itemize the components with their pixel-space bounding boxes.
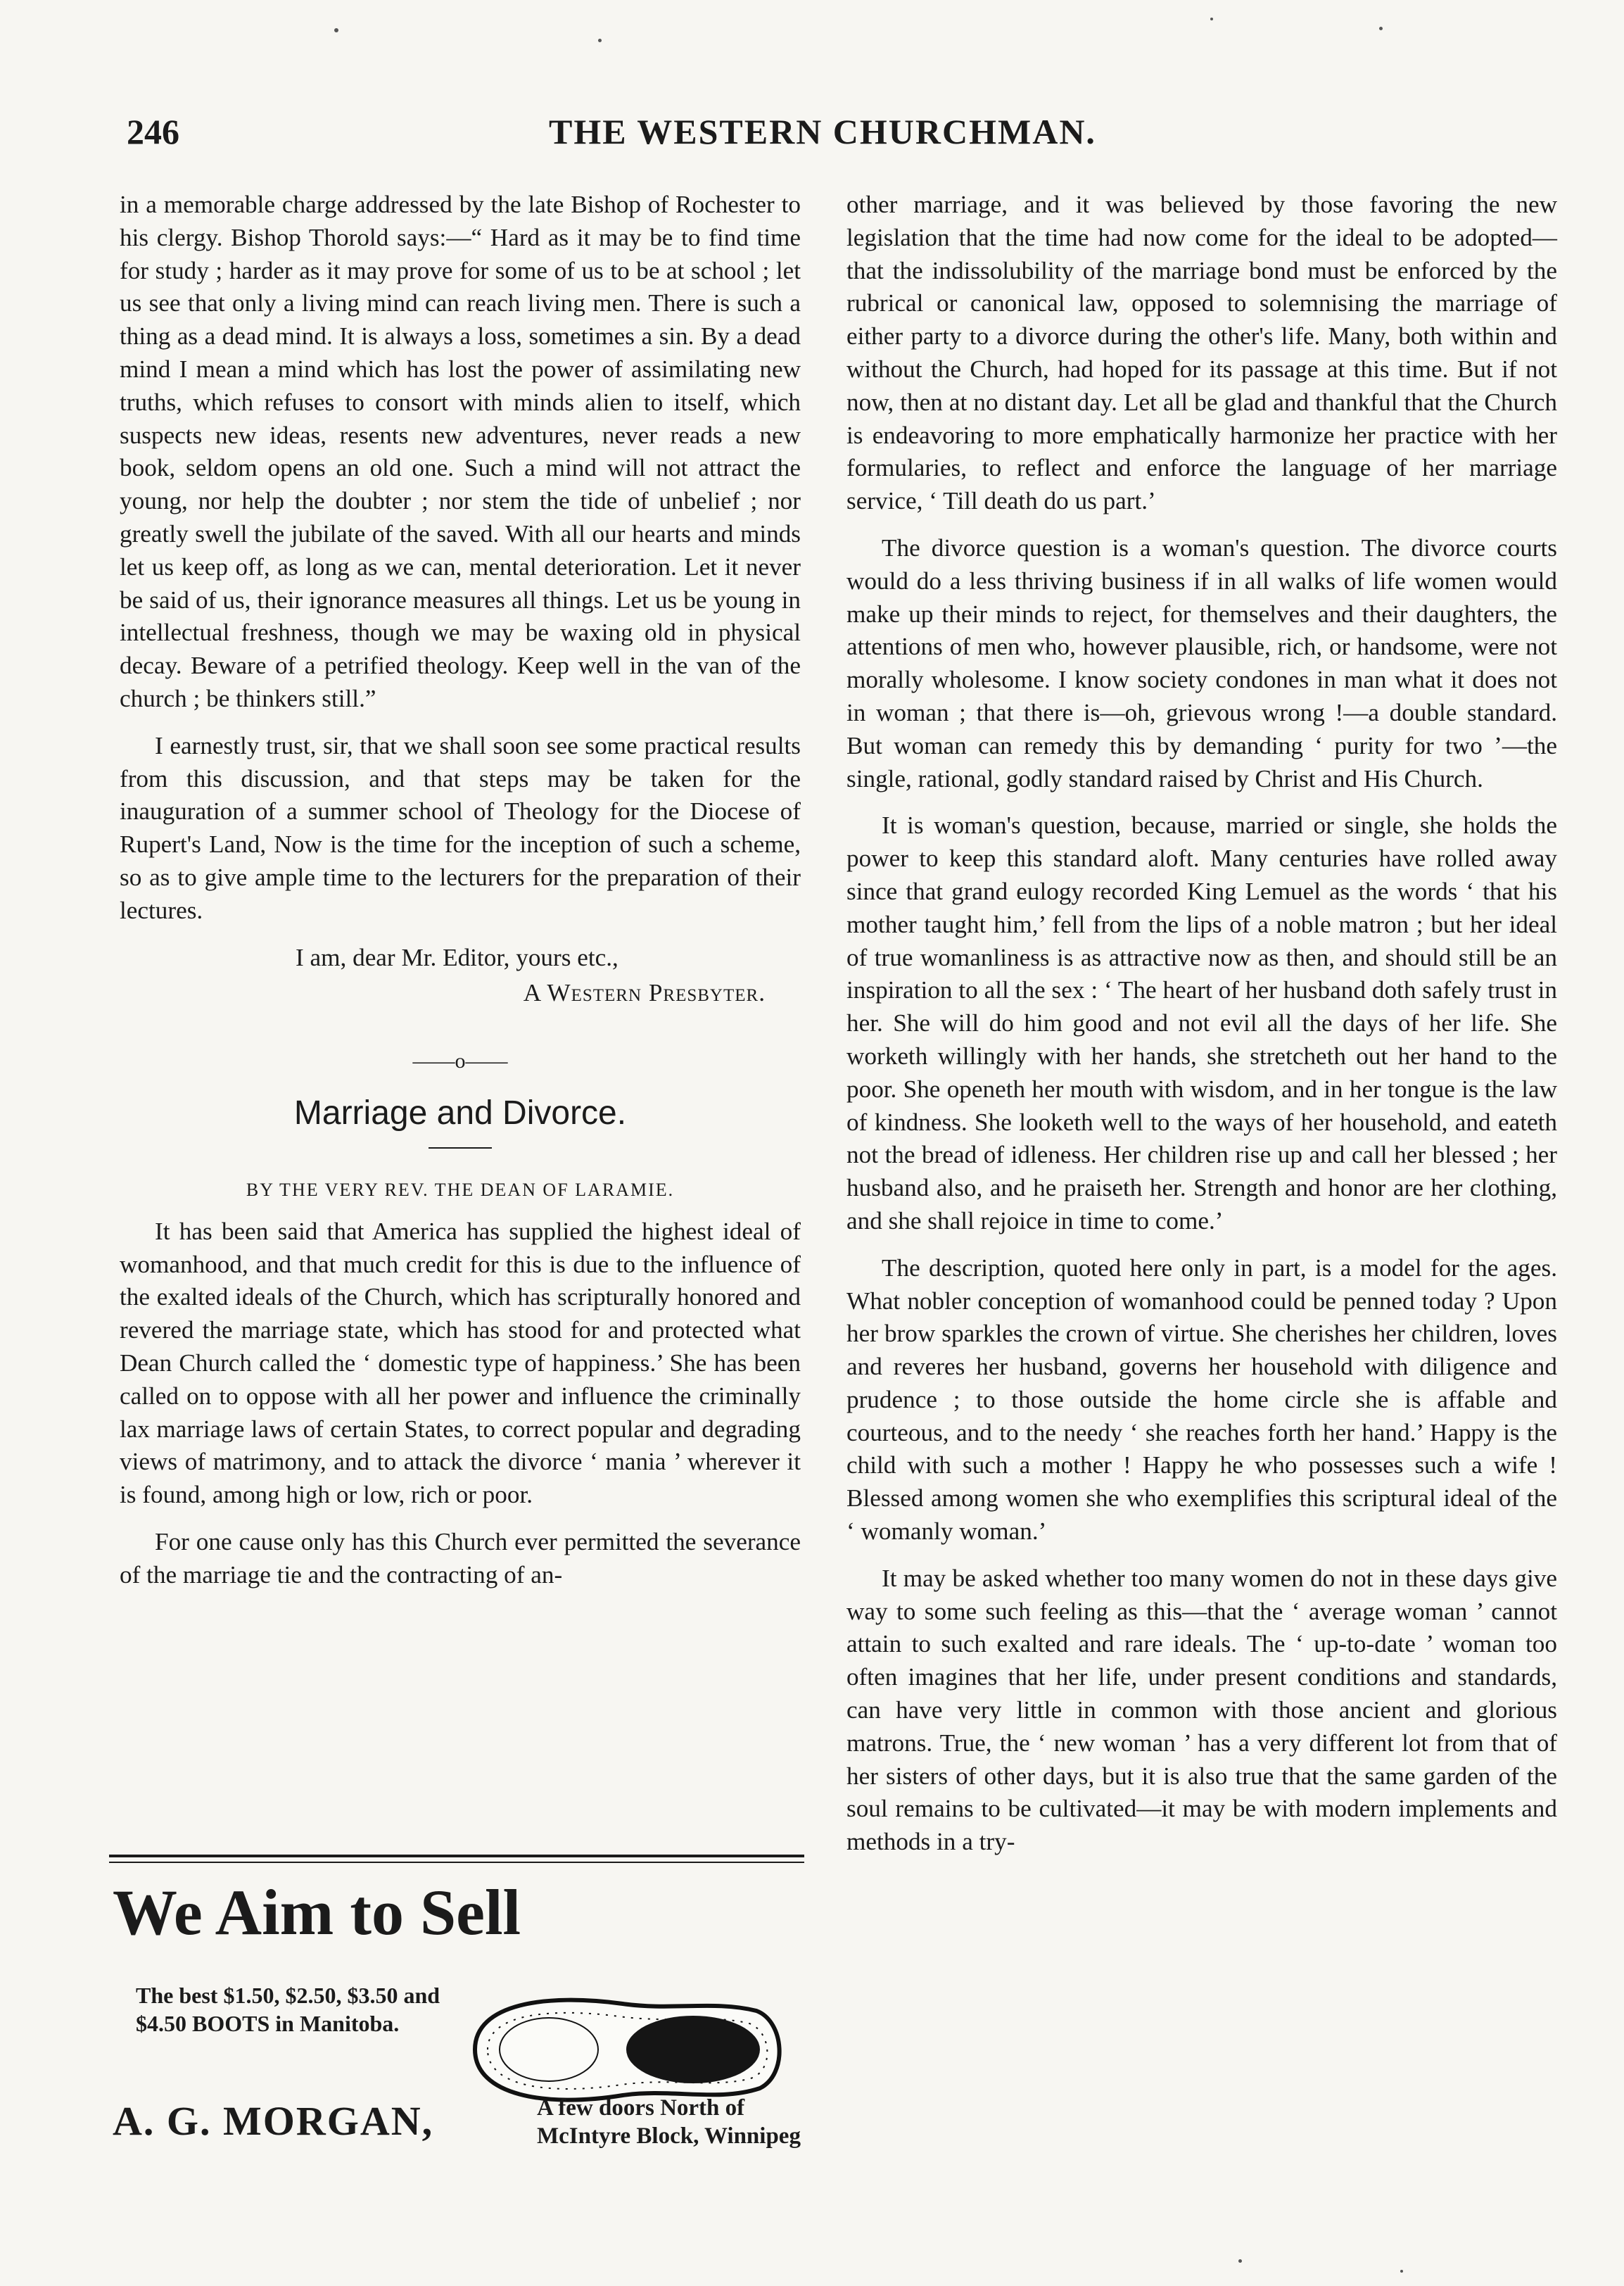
- page-number: 246: [127, 112, 179, 151]
- letter-signature: A Western Presbyter.: [523, 979, 766, 1007]
- ad-merchant-name: A. G. MORGAN,: [113, 2098, 434, 2144]
- article-paragraph: The description, quoted here only in part, is a model for the ages. What nobler conception of womanhood could be penned today ? Upon her brow sparkles the crown of virtue. She cherishes her children, loves and reveres her husband, governs her household with diligence and prudence ; to those outside the home circle she is affable and courteous, and to the needy ‘ she reaches forth her hand.’ Happy is the child with such a mother ! Happy he who possesses such a wife ! Blessed among women she who exemplifies this scriptural ideal of the ‘ womanly woman.’: [846, 1253, 1557, 1546]
- ad-headline: We Aim to Sell: [113, 1876, 521, 1948]
- print-speck: [334, 28, 338, 32]
- running-title: THE WESTERN CHURCHMAN.: [549, 112, 1096, 151]
- ad-address-line: A few doors North of: [537, 2095, 745, 2121]
- print-speck: [1400, 2270, 1403, 2273]
- letter-paragraph: I earnestly trust, sir, that we shall soon see some practical results from this discussion, and that steps may be taken for the inauguration of a summer school of Theology for the Diocese of Rupert's Land, Now is the time for the inception of such a scheme, so as to give ample time to the lecturers for the preparation of their lectures.: [120, 731, 801, 924]
- article-title: Marriage and Divorce.: [293, 1094, 627, 1132]
- ad-top-rule-thin: [109, 1862, 804, 1863]
- ad-top-rule: [109, 1855, 804, 1857]
- letter-paragraph: in a memorable charge addressed by the late Bishop of Rochester to his clergy. Bishop Thorold says:—“ Hard as it may be to find time for study ; harder as it may prove for some of us to be at school ; let us see that only a living mind can reach living men. There is such a thing as a dead mind. It is always a loss, sometimes a sin. By a dead mind I mean a mind which has lost the power of assimilating new truths, which refuses to consort with minds alien to itself, which suspects new ideas, resents new adventures, never reads a new book, seldom opens an old one. Such a mind will not attract the young, nor help the doubter ; nor stem the tide of unbelief ; nor greatly swell the jubilate of the saved. With all our hearts and minds let us keep off, as long as we can, mental deterioration. Let it never be said of us, their ignorance measures all things. Let us be young in intellectual freshness, though we may be waxing old in physical decay. Beware of a petrified theology. Keep well in the van of the church ; be thinkers still.”: [120, 191, 801, 712]
- article-paragraph: other marriage, and it was believed by those favoring the new legislation that the time had now come for the ideal to be adopted—that the indissolubility of the marriage bond must be enforced by the rubrical or canonical law, opposed to solemnising the marriage of either party to a divorce during the other's life. Many, both within and without the Church, had hoped for its passage at this time. But if not now, then at no distant day. Let all be glad and thankful that the Church is endeavoring to more emphatically harmonize her practice with her formularies, to reflect and enforce the language of her marriage service, ‘ Till death do us part.’: [846, 191, 1557, 515]
- section-separator: ——o——: [412, 1049, 508, 1073]
- article-paragraph: The divorce question is a woman's question. The divorce courts would do a less thriving business if in all walks of life women would make up their minds to reject, for themselves and their daughters, the attentions of men who, however plausible, rich, or handsome, were not morally wholesome. I know society condones in man what it does not in woman ; that there is—oh, grievous wrong !—a double standard. But woman can remedy this by demanding ‘ purity for two ’—the single, rational, godly standard raised by Christ and His Church.: [846, 533, 1557, 792]
- print-speck: [1238, 2259, 1242, 2263]
- article-paragraph: For one cause only has this Church ever permitted the severance of the marriage tie and the contracting of an-: [120, 1527, 801, 1589]
- page-header: [127, 106, 1518, 155]
- right-column: [846, 189, 1557, 1873]
- boot-advertisement: [109, 1855, 804, 2150]
- ad-address-line: McIntyre Block, Winnipeg: [537, 2123, 801, 2149]
- print-speck: [1210, 18, 1213, 20]
- ad-address: [537, 2094, 801, 2150]
- print-speck: [598, 39, 602, 42]
- article-paragraph: It may be asked whether too many women do not in these days give way to some such feeling as this—that the ‘ average woman ’ cannot attain to such exalted and rare ideals. The ‘ up-to-date ’ woman too often imagines that her life, under present conditions and standards, can have very little in common with those ancient and glorious matrons. True, the ‘ new woman ’ has a very different lot from that of her sisters of other days, but it is also true that the same garden of the soul remains to be cultivated—it may be with modern implements and methods in a try-: [846, 1564, 1557, 1856]
- left-column: [120, 189, 801, 1605]
- article-paragraph: It has been said that America has supplied the highest ideal of womanhood, and that much credit for this is due to the influence of the exalted ideals of the Church, which has scripturally honored and revered the marriage state, which has stood for and protected what Dean Church called the ‘ domestic type of happiness.’ She has been called on to oppose with all her power and influence the criminally lax marriage laws of certain States, to correct popular and degrading views of matrimony, and to attack the divorce ‘ mania ’ wherever it is found, among high or low, rich or poor.: [120, 1217, 801, 1509]
- ad-description: The best $1.50, $2.50, $3.50 and $4.50 BOOTS in Manitoba.: [136, 1983, 440, 2036]
- print-speck: [1379, 27, 1383, 30]
- article-byline: BY THE VERY REV. THE DEAN OF LARAMIE.: [246, 1179, 675, 1200]
- article-paragraph: It is woman's question, because, married or single, she holds the power to keep this standard aloft. Many centuries have rolled away since that grand eulogy recorded King Lemuel as the words ‘ that his mother taught him,’ fell from the lips of a noble matron ; but her ideal of true womanliness is as attractive now as then, and should still be an inspiration to all the sex : ‘ The heart of her husband doth safely trust in her. She will do him good and not evil all the days of her life. She worketh willingly with her hands, she stretcheth out her hand to the poor. She openeth her mouth with wisdom, and in her tongue is the law of kindness. She looketh well to the ways of her household, and eateth not the bread of idleness. Her children rise up and call her blessed ; her husband also, and he praiseth her. Strength and honor are her clothing, and she shall rejoice in time to come.’: [846, 812, 1557, 1234]
- letter-closing: I am, dear Mr. Editor, yours etc.,: [296, 943, 618, 971]
- title-rule: [429, 1147, 492, 1149]
